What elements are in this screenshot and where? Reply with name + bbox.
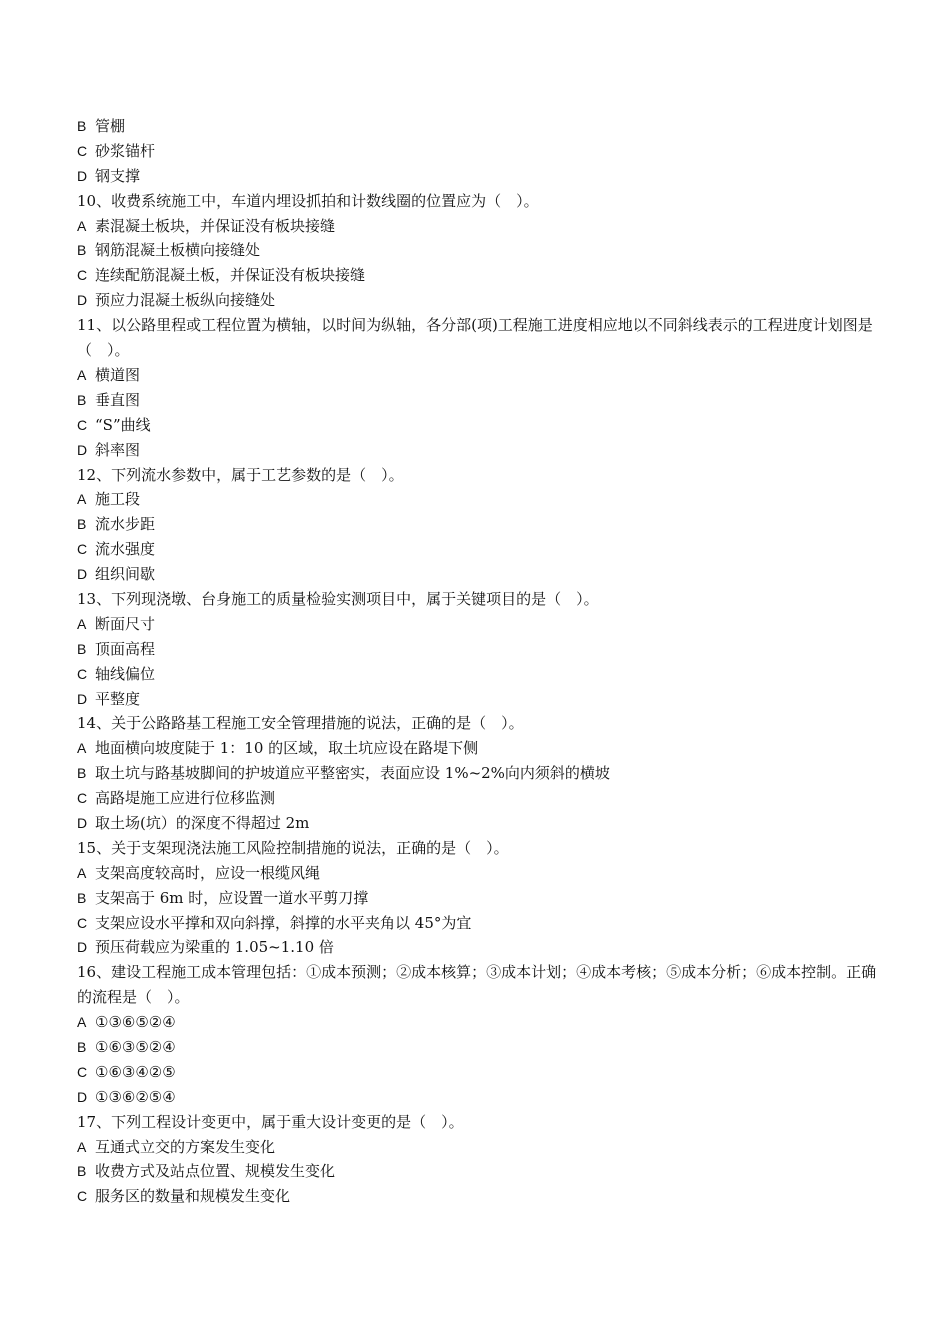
- answer-option: [77, 238, 885, 263]
- answer-option: [77, 288, 885, 313]
- answer-option: [77, 911, 885, 936]
- option-text: 斜率图: [95, 440, 141, 459]
- option-letter: A: [77, 491, 87, 508]
- answer-option: [77, 214, 885, 239]
- option-letter: C: [77, 1188, 88, 1205]
- question-stem: 12、下列流水参数中，属于工艺参数的是（ ）。: [77, 465, 404, 484]
- answer-option: [77, 1060, 885, 1085]
- answer-option: [77, 736, 885, 761]
- option-letter: C: [77, 790, 88, 807]
- answer-option: [77, 687, 885, 712]
- answer-option: [77, 1010, 885, 1035]
- answer-option: [77, 139, 885, 164]
- answer-option: [77, 487, 885, 512]
- option-letter: A: [77, 366, 87, 383]
- option-text: 平整度: [95, 689, 141, 708]
- option-text: ①③⑥⑤②④: [95, 1013, 176, 1032]
- option-text: 管棚: [95, 117, 126, 135]
- option-text: 素混凝土板块，并保证没有板块接缝: [95, 216, 336, 235]
- option-text: 流水步距: [95, 515, 156, 534]
- option-letter: C: [77, 142, 88, 159]
- option-text: ①⑥③⑤②④: [95, 1038, 176, 1057]
- answer-option: [77, 263, 885, 288]
- question-stem: 10、收费系统施工中，车道内埋设抓拍和计数线圈的位置应为（ ）。: [77, 191, 539, 210]
- answer-option: [77, 512, 885, 537]
- option-letter: B: [77, 391, 87, 408]
- option-letter: D: [77, 167, 88, 184]
- answer-option: [77, 413, 885, 438]
- option-letter: C: [77, 914, 88, 931]
- option-letter: C: [77, 541, 88, 558]
- option-text: 互通式立交的方案发生变化: [95, 1137, 276, 1156]
- option-letter: A: [77, 864, 87, 881]
- answer-option: [77, 1159, 885, 1184]
- question-stem: 16、建设工程施工成本管理包括：①成本预测；②成本核算；③成本计划；④成本考核；⑤成本分析；⑥成本控制。正确的流程是（ ）。: [77, 963, 877, 1007]
- answer-option: [77, 811, 885, 836]
- option-text: 横道图: [95, 365, 141, 384]
- option-text: 轴线偏位: [95, 664, 156, 683]
- option-text: 砂浆锚杆: [95, 141, 156, 160]
- answer-option: [77, 935, 885, 960]
- option-letter: B: [77, 889, 87, 906]
- question-stem: 15、关于支架现浇法施工风险控制措施的说法，正确的是（ ）。: [77, 838, 509, 857]
- option-text: “S”曲线: [95, 415, 151, 434]
- option-text: 收费方式及站点位置、规模发生变化: [95, 1162, 336, 1181]
- option-letter: D: [77, 814, 88, 831]
- question-stem: 14、关于公路路基工程施工安全管理措施的说法，正确的是（ ）。: [77, 714, 524, 733]
- option-letter: A: [77, 217, 87, 234]
- option-text: 取土坑与路基坡脚间的护坡道应平整密实，表面应设 1%~2%向内须斜的横坡: [95, 764, 610, 783]
- answer-option: [77, 164, 885, 189]
- option-letter: D: [77, 939, 88, 956]
- answer-option: [77, 388, 885, 413]
- answer-option: [77, 886, 885, 911]
- option-text: 预压荷载应为梁重的 1.05~1.10 倍: [95, 938, 334, 957]
- option-letter: D: [77, 441, 88, 458]
- option-text: 施工段: [95, 490, 141, 509]
- answer-option: [77, 612, 885, 637]
- option-letter: B: [77, 765, 87, 782]
- option-letter: A: [77, 1014, 87, 1031]
- answer-option: [77, 861, 885, 886]
- option-letter: B: [77, 118, 87, 134]
- question-stem: 13、下列现浇墩、台身施工的质量检验实测项目中，属于关键项目的是（ ）。: [77, 589, 599, 608]
- option-letter: A: [77, 740, 87, 757]
- option-letter: B: [77, 640, 87, 657]
- document-page: [77, 114, 885, 1209]
- option-text: 支架高度较高时，应设一根缆风绳: [95, 863, 321, 882]
- answer-option: [77, 1135, 885, 1160]
- option-letter: D: [77, 690, 88, 707]
- option-text: 服务区的数量和规模发生变化: [95, 1187, 291, 1206]
- option-text: ①⑥③④②⑤: [95, 1062, 176, 1081]
- option-text: 顶面高程: [95, 639, 156, 658]
- answer-option: [77, 1035, 885, 1060]
- option-letter: D: [77, 292, 88, 309]
- question-stem: 17、下列工程设计变更中，属于重大设计变更的是（ ）。: [77, 1112, 464, 1131]
- option-letter: A: [77, 615, 87, 632]
- option-letter: C: [77, 665, 88, 682]
- answer-option: [77, 114, 885, 139]
- answer-option: [77, 637, 885, 662]
- option-letter: C: [77, 416, 88, 433]
- option-text: 预应力混凝土板纵向接缝处: [95, 291, 276, 310]
- answer-option: [77, 438, 885, 463]
- answer-option: [77, 662, 885, 687]
- answer-option: [77, 1085, 885, 1110]
- option-letter: B: [77, 1163, 87, 1180]
- answer-option: [77, 562, 885, 587]
- answer-option: [77, 363, 885, 388]
- option-text: 钢筋混凝土板横向接缝处: [95, 241, 261, 260]
- option-text: 钢支撑: [95, 166, 141, 185]
- option-text: 支架高于 6m 时，应设置一道水平剪刀撑: [95, 888, 369, 907]
- option-letter: C: [77, 1063, 88, 1080]
- option-text: 支架应设水平撑和双向斜撑，斜撑的水平夹角以 45°为宜: [95, 913, 472, 932]
- option-text: ①③⑥②⑤④: [95, 1087, 176, 1106]
- option-text: 流水强度: [95, 540, 156, 559]
- question-stem: 11、以公路里程或工程位置为横轴，以时间为纵轴，各分部(项)工程施工进度相应地以不同斜线表示的工程进度计划图是（ ）。: [77, 316, 873, 360]
- option-letter: B: [77, 242, 87, 259]
- option-letter: B: [77, 1039, 87, 1056]
- option-text: 地面横向坡度陡于 1：10 的区域，取土坑应设在路堤下侧: [95, 739, 479, 758]
- option-text: 垂直图: [95, 390, 141, 409]
- answer-option: [77, 786, 885, 811]
- option-text: 断面尺寸: [95, 614, 156, 633]
- option-text: 连续配筋混凝土板，并保证没有板块接缝: [95, 266, 366, 285]
- option-letter: B: [77, 516, 87, 533]
- option-text: 取土场(坑）的深度不得超过 2m: [95, 813, 310, 832]
- option-letter: D: [77, 1088, 88, 1105]
- option-letter: C: [77, 267, 88, 284]
- option-letter: A: [77, 1138, 87, 1155]
- option-text: 高路堤施工应进行位移监测: [95, 789, 276, 808]
- option-letter: D: [77, 566, 88, 583]
- answer-option: [77, 1184, 885, 1209]
- answer-option: [77, 761, 885, 786]
- option-text: 组织间歇: [95, 565, 156, 584]
- answer-option: [77, 537, 885, 562]
